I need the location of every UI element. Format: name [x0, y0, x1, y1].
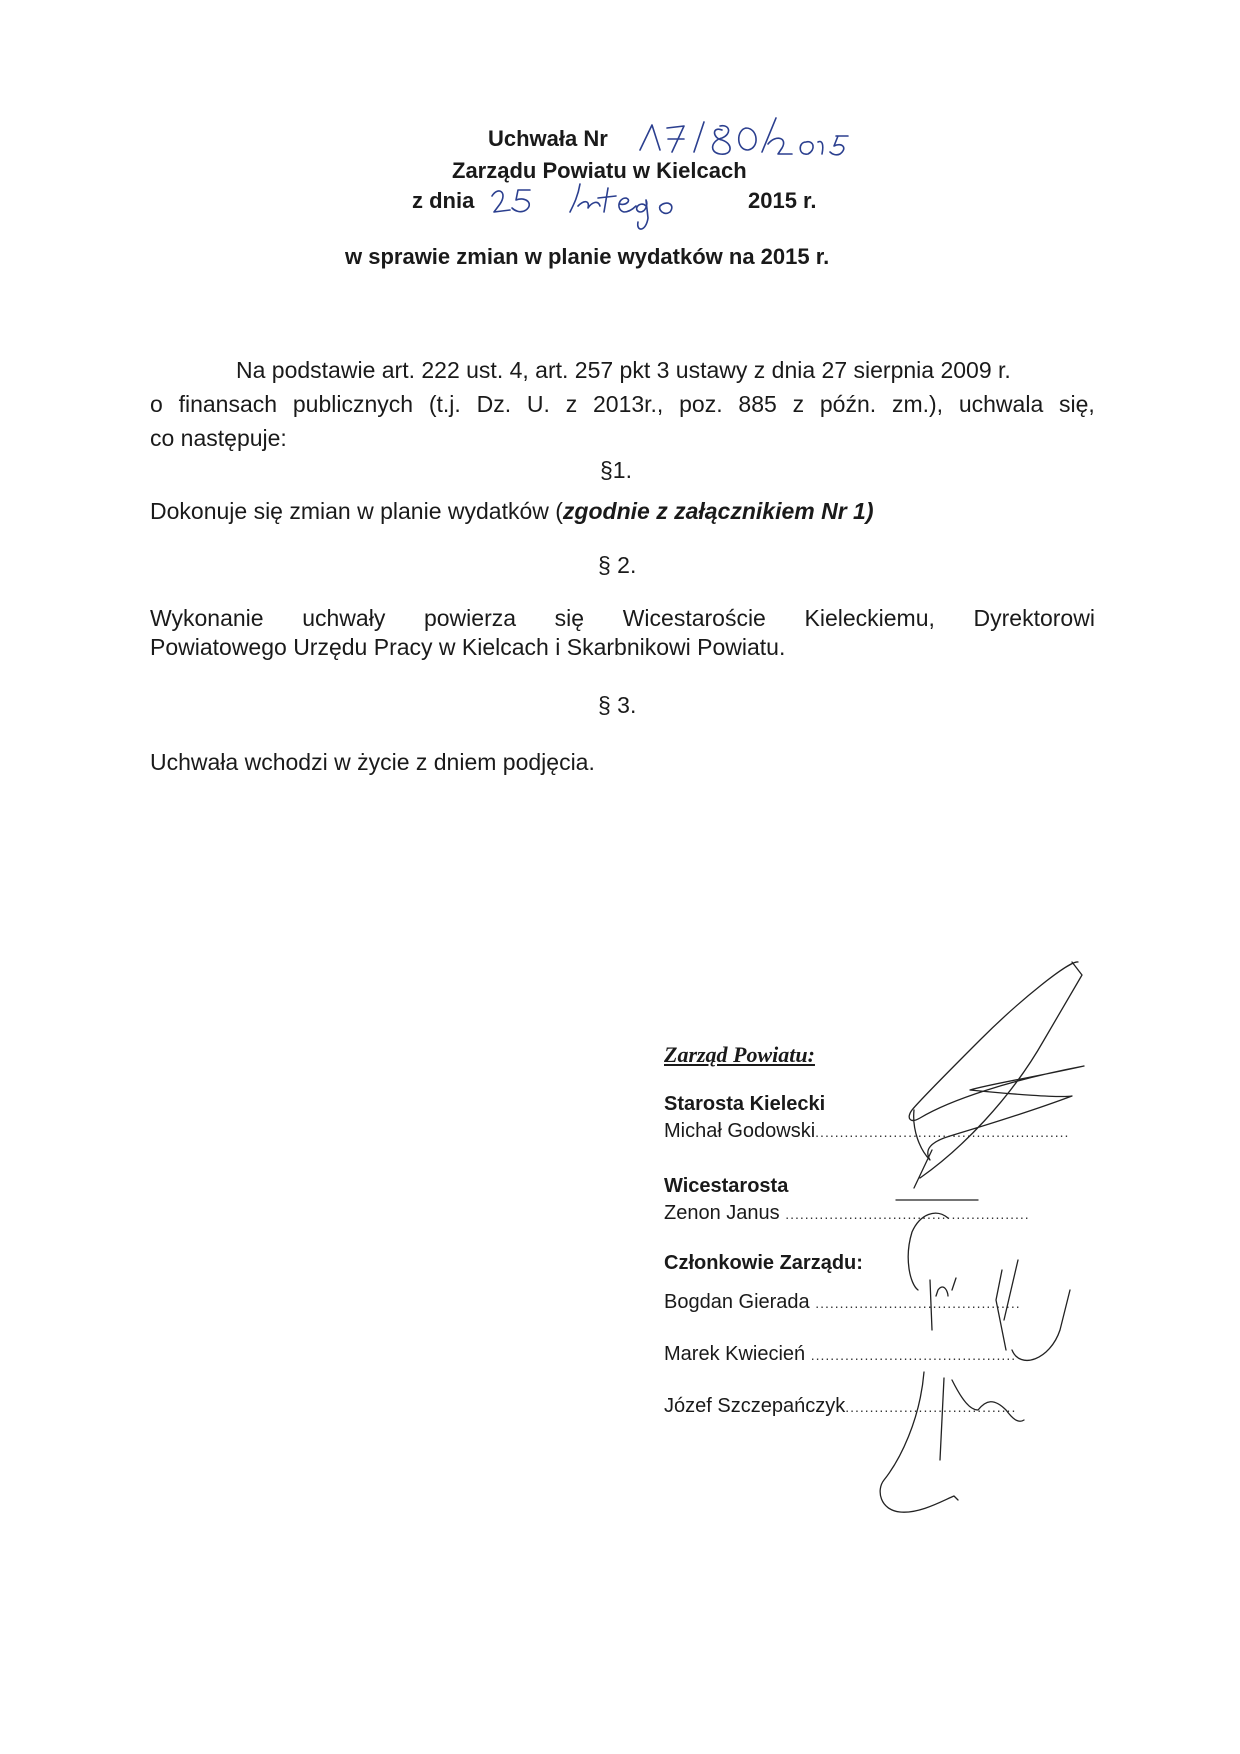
preamble-line-2-word: zm.), — [891, 391, 944, 417]
resolution-title-prefix: Uchwała Nr — [488, 126, 608, 151]
signature-wicestarosta — [896, 1200, 978, 1290]
section-3-text: Uchwała wchodzi w życie z dniem podjęcia. — [150, 749, 595, 775]
signature-member-1 — [930, 1260, 1070, 1360]
section-2-line-1-word: powierza — [423, 605, 517, 631]
starosta-name-text: Michał Godowski — [664, 1120, 816, 1142]
preamble-line-2-word: o — [150, 391, 163, 417]
member-1-name: Bogdan Gierada — [664, 1291, 810, 1313]
signature-line: .................................................. — [785, 1206, 1030, 1222]
wicestarosta-name-text: Zenon Janus — [664, 1202, 780, 1224]
section-2-line-1-word: Wykonanie — [150, 605, 264, 631]
starosta-role: Starosta Kielecki — [664, 1093, 826, 1115]
section-2-line-1-word: Wicestaroście — [622, 605, 766, 631]
section-2-line-1-word: Kieleckiemu, — [804, 605, 935, 631]
preamble-line-2-word: późn. — [819, 391, 877, 417]
section-2-mark: § 2. — [598, 552, 637, 578]
board-heading: Zarząd Powiatu: — [664, 1042, 815, 1067]
preamble-line-2-word: 885 — [738, 391, 777, 417]
preamble-line-2-word: uchwala — [958, 391, 1044, 417]
signature-line: .................................................... — [815, 1124, 1070, 1140]
preamble-line-2-word: się, — [1059, 391, 1095, 417]
section-2-line-1-word: uchwały — [302, 605, 386, 631]
section-3-mark: § 3. — [598, 692, 637, 718]
board-line: Zarządu Powiatu w Kielcach — [452, 158, 747, 183]
resolution-subject: w sprawie zmian w planie wydatków na 2015 r. — [345, 244, 830, 269]
section-2-line-1-word: Dyrektorowi — [973, 605, 1095, 631]
preamble-line-2-word: 2013r., — [592, 391, 664, 417]
preamble-line-2-word: (t.j. — [428, 391, 461, 417]
section-2-line-1-word: się — [554, 605, 585, 631]
preamble-line-2-word: finansach — [178, 391, 278, 417]
preamble-line-1: Na podstawie art. 222 ust. 4, art. 257 pkt 3 ustawy z dnia 27 sierpnia 2009 r. — [236, 357, 1011, 383]
date-prefix: z dnia — [412, 188, 475, 213]
preamble-line-2-word: U. — [526, 391, 550, 417]
preamble-line-3: co następuje: — [150, 425, 287, 451]
preamble-line-2-word: Dz. — [476, 391, 512, 417]
signature-starosta — [909, 962, 1084, 1188]
section-1-mark: §1. — [600, 457, 632, 483]
preamble-line-2-word: z — [565, 391, 578, 417]
signature-line: .......................................... — [815, 1295, 1021, 1311]
section-1-text-emphasis: zgodnie z załącznikiem Nr 1) — [562, 498, 874, 524]
preamble-line-2-word: publicznych — [292, 391, 414, 417]
section-2-line-2: Powiatowego Urzędu Pracy w Kielcach i Skarbnikowi Powiatu. — [150, 634, 786, 660]
member-3-name: Józef Szczepańczyk — [664, 1395, 846, 1417]
date-suffix: 2015 r. — [748, 188, 817, 213]
section-1-text-plain: Dokonuje się zmian w planie wydatków ( — [150, 498, 563, 524]
member-2-name: Marek Kwiecień — [664, 1343, 806, 1365]
signature-line: ................................... — [845, 1399, 1017, 1415]
preamble-line-2-word: z — [792, 391, 805, 417]
signature-member-3 — [880, 1372, 1024, 1512]
wicestarosta-role: Wicestarosta — [664, 1175, 789, 1197]
signature-line: .......................................... — [810, 1347, 1017, 1363]
preamble-line-2-word: poz. — [679, 391, 723, 417]
members-role: Członkowie Zarządu: — [664, 1252, 863, 1274]
